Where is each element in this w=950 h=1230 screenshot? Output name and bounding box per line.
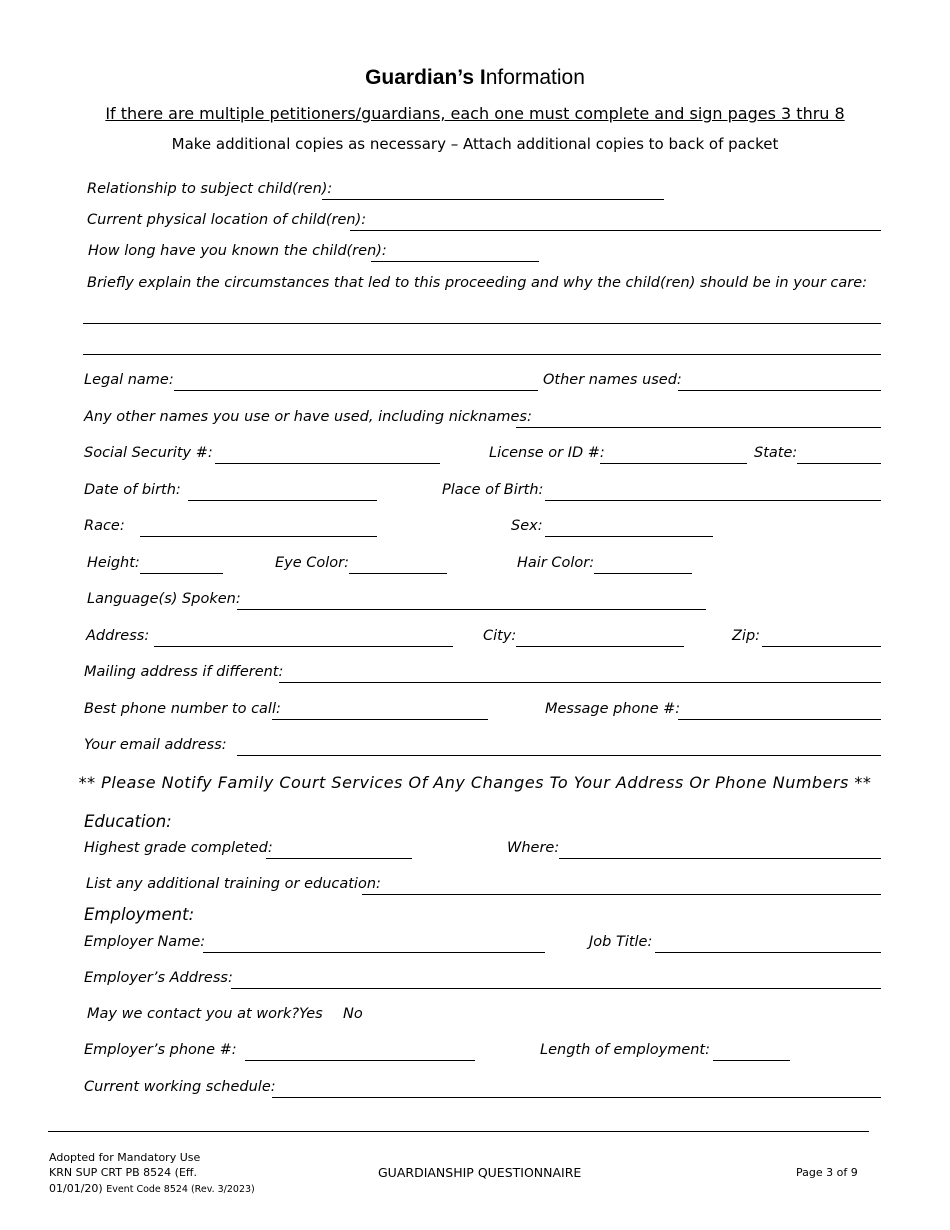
explain-label: Briefly explain the circumstances that led to this proceeding and why the child(ren) should be in your care: [87, 275, 868, 291]
working-schedule-field[interactable] [272, 1097, 881, 1098]
sex-field[interactable] [545, 536, 713, 537]
footer-page-number: Page 3 of 9 [796, 1166, 858, 1179]
address-label: Address: [86, 628, 150, 644]
city-label: City: [483, 628, 517, 644]
footer-divider [48, 1131, 869, 1132]
employer-address-field[interactable] [231, 988, 881, 989]
current-location-label: Current physical location of child(ren): [87, 212, 367, 228]
explain-field-line-2[interactable] [83, 354, 881, 355]
page-title: Guardian’s Information [365, 66, 585, 89]
where-label: Where: [507, 840, 560, 856]
hair-color-field[interactable] [594, 573, 692, 574]
race-label: Race: [84, 518, 125, 534]
email-field[interactable] [237, 755, 881, 756]
best-phone-field[interactable] [272, 719, 488, 720]
length-of-employment-label: Length of employment: [540, 1042, 710, 1058]
state-label: State: [754, 445, 798, 461]
nicknames-label: Any other names you use or have used, including nicknames: [84, 409, 532, 425]
footer-form-title: GUARDIANSHIP QUESTIONNAIRE [378, 1165, 582, 1180]
how-long-label: How long have you known the child(ren): [88, 243, 387, 259]
other-names-label: Other names used: [543, 372, 682, 388]
eye-color-field[interactable] [349, 573, 447, 574]
height-field[interactable] [140, 573, 223, 574]
job-title-field[interactable] [655, 952, 881, 953]
job-title-label: Job Title: [589, 934, 653, 950]
employer-phone-field[interactable] [245, 1060, 475, 1061]
length-of-employment-field[interactable] [713, 1060, 790, 1061]
employer-name-label: Employer Name: [84, 934, 206, 950]
employer-phone-label: Employer’s phone #: [84, 1042, 237, 1058]
highest-grade-field[interactable] [266, 858, 412, 859]
education-heading: Education: [84, 812, 172, 831]
current-location-field[interactable] [350, 230, 881, 231]
best-phone-label: Best phone number to call: [84, 701, 281, 717]
relationship-label: Relationship to subject child(ren): [87, 181, 333, 197]
hair-color-label: Hair Color: [517, 555, 595, 571]
relationship-field[interactable] [322, 199, 664, 200]
contact-no-option[interactable]: No [343, 1006, 363, 1022]
pob-label: Place of Birth: [442, 482, 544, 498]
message-phone-label: Message phone #: [545, 701, 681, 717]
page-subtitle: If there are multiple petitioners/guardians, each one must complete and sign pages 3 thru 8 [105, 104, 845, 123]
other-names-field[interactable] [678, 390, 881, 391]
mailing-field[interactable] [279, 682, 881, 683]
message-phone-field[interactable] [678, 719, 881, 720]
license-label: License or ID #: [489, 445, 605, 461]
legal-name-field[interactable] [174, 390, 538, 391]
where-field[interactable] [559, 858, 881, 859]
address-field[interactable] [154, 646, 453, 647]
state-field[interactable] [797, 463, 881, 464]
employment-heading: Employment: [84, 905, 195, 924]
languages-field[interactable] [237, 609, 706, 610]
copies-note: Make additional copies as necessary – Attach additional copies to back of packet [171, 135, 779, 153]
zip-field[interactable] [762, 646, 881, 647]
how-long-field[interactable] [371, 261, 539, 262]
footer-adopted: Adopted for Mandatory Use [49, 1151, 201, 1164]
highest-grade-label: Highest grade completed: [84, 840, 273, 856]
license-field[interactable] [600, 463, 747, 464]
additional-education-label: List any additional training or education: [86, 876, 381, 892]
employer-name-field[interactable] [203, 952, 545, 953]
zip-label: Zip: [732, 628, 761, 644]
footer-form-number: KRN SUP CRT PB 8524 (Eff. [49, 1166, 197, 1179]
employer-address-label: Employer’s Address: [84, 970, 233, 986]
explain-field-line-1[interactable] [83, 323, 881, 324]
nicknames-field[interactable] [516, 427, 881, 428]
footer-effective-date: 01/01/20) Event Code 8524 (Rev. 3/2023) [49, 1182, 255, 1195]
eye-color-label: Eye Color: [275, 555, 350, 571]
ssn-field[interactable] [215, 463, 440, 464]
dob-field[interactable] [188, 500, 377, 501]
height-label: Height: [87, 555, 140, 571]
legal-name-label: Legal name: [84, 372, 174, 388]
dob-label: Date of birth: [84, 482, 181, 498]
race-field[interactable] [140, 536, 377, 537]
ssn-label: Social Security #: [84, 445, 213, 461]
contact-yes-option[interactable]: Yes [299, 1006, 323, 1022]
email-label: Your email address: [84, 737, 227, 753]
mailing-label: Mailing address if different: [84, 664, 284, 680]
additional-education-field[interactable] [362, 894, 881, 895]
pob-field[interactable] [545, 500, 881, 501]
notify-notice: ** Please Notify Family Court Services Of Any Changes To Your Address Or Phone Numbers ** [78, 773, 872, 792]
working-schedule-label: Current working schedule: [84, 1079, 276, 1095]
contact-at-work-label: May we contact you at work? [87, 1006, 300, 1022]
languages-label: Language(s) Spoken: [87, 591, 241, 607]
sex-label: Sex: [511, 518, 543, 534]
city-field[interactable] [516, 646, 684, 647]
